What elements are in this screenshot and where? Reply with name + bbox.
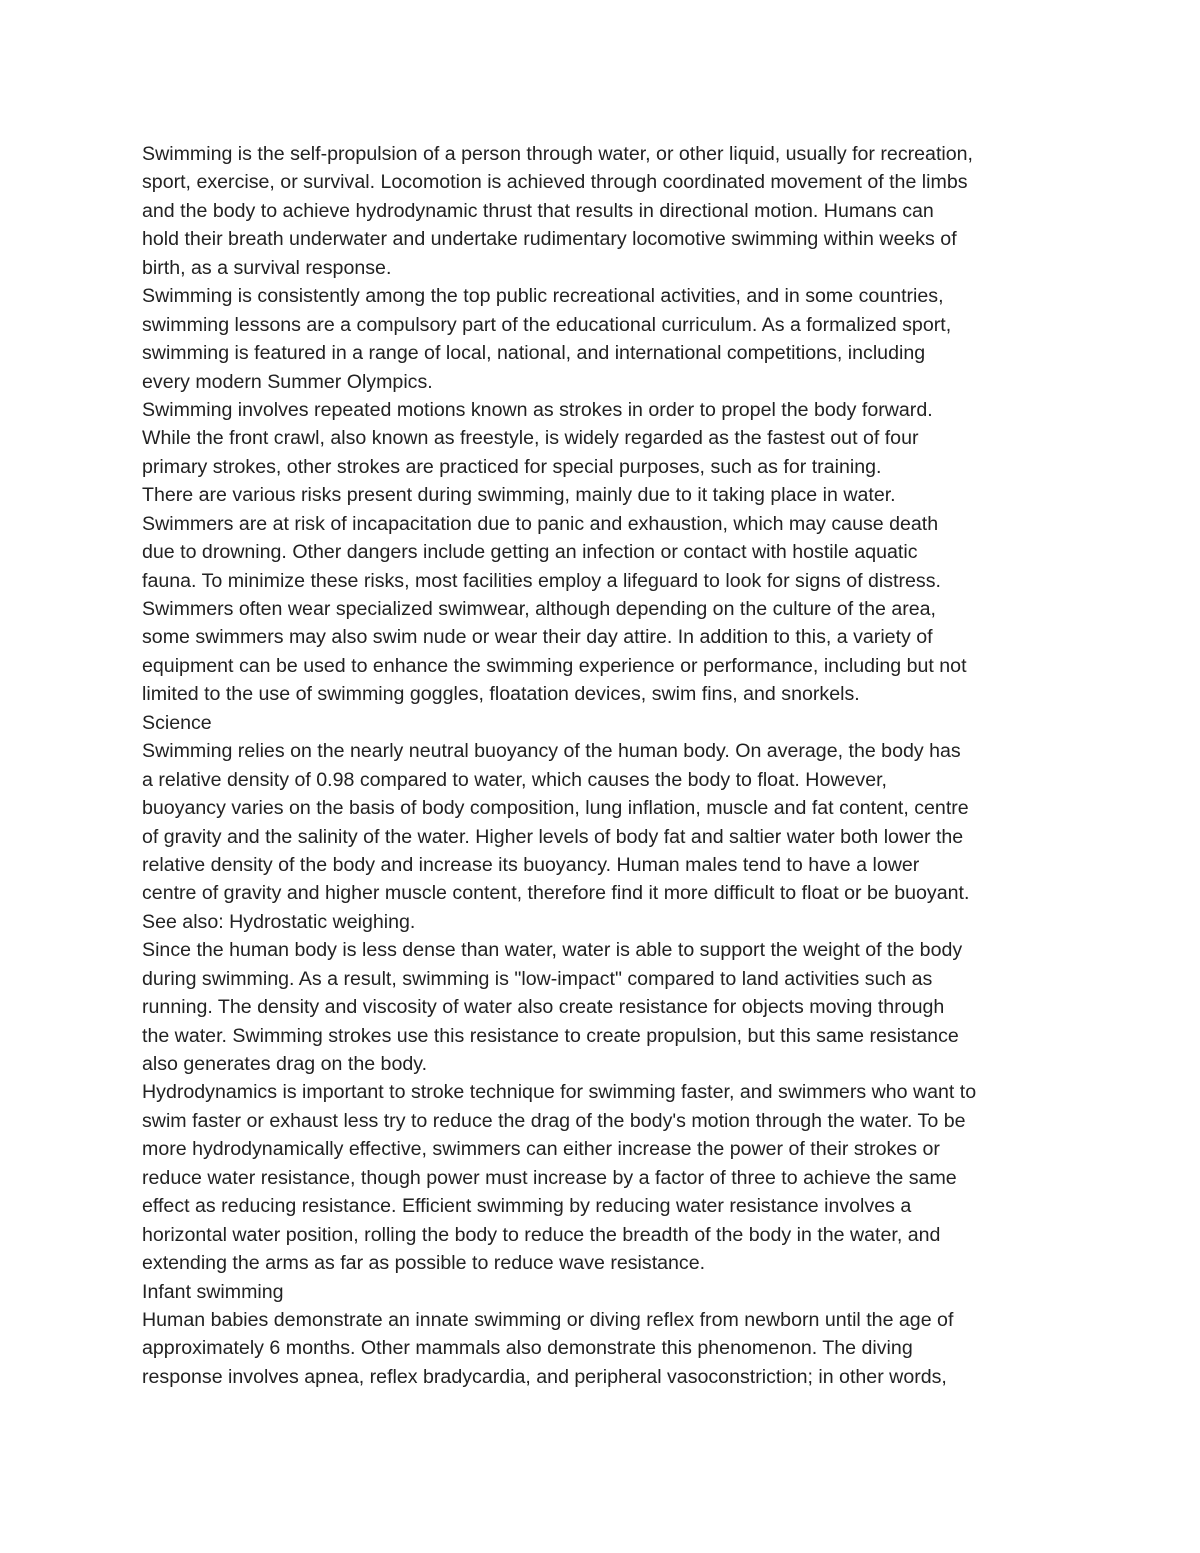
- text-line: sport, exercise, or survival. Locomotion is achieved through coordinated movement of the limbs: [142, 171, 968, 194]
- text-line: equipment can be used to enhance the swimming experience or performance, including but not: [142, 654, 967, 677]
- document-body: [142, 140, 1072, 1391]
- text-line: While the front crawl, also known as freestyle, is widely regarded as the fastest out of four: [142, 427, 919, 450]
- text-line: every modern Summer Olympics.: [142, 370, 433, 393]
- text-line: approximately 6 months. Other mammals also demonstrate this phenomenon. The diving: [142, 1337, 913, 1360]
- text-line: limited to the use of swimming goggles, floatation devices, swim fins, and snorkels.: [142, 683, 860, 706]
- text-line: during swimming. As a result, swimming is "low-impact" compared to land activities such as: [142, 967, 933, 990]
- text-line: There are various risks present during swimming, mainly due to it taking place in water.: [142, 484, 896, 507]
- text-line: the water. Swimming strokes use this resistance to create propulsion, but this same resistance: [142, 1024, 959, 1047]
- text-line: See also: Hydrostatic weighing.: [142, 910, 416, 933]
- text-line: Swimming is the self-propulsion of a person through water, or other liquid, usually for recreation,: [142, 143, 973, 165]
- text-line: centre of gravity and higher muscle content, therefore find it more difficult to float or be buoyant.: [142, 882, 970, 905]
- text-line: also generates drag on the body.: [142, 1053, 428, 1075]
- text-line: some swimmers may also swim nude or wear their day attire. In addition to this, a variety of: [142, 626, 933, 649]
- text-line: Swimming relies on the nearly neutral buoyancy of the human body. On average, the body has: [142, 740, 961, 763]
- text-line: of gravity and the salinity of the water. Higher levels of body fat and saltier water both lower the: [142, 825, 964, 848]
- text-line: swimming is featured in a range of local, national, and international competitions, including: [142, 342, 926, 365]
- text-line: running. The density and viscosity of water also create resistance for objects moving through: [142, 996, 945, 1019]
- section-heading: Science: [142, 711, 212, 734]
- section-heading: Infant swimming: [142, 1280, 284, 1303]
- text-line: swim faster or exhaust less try to reduce the drag of the body's motion through the water. To be: [142, 1109, 966, 1132]
- text-line: reduce water resistance, though power must increase by a factor of three to achieve the same: [142, 1166, 957, 1189]
- text-line: response involves apnea, reflex bradycardia, and peripheral vasoconstriction; in other words,: [142, 1365, 947, 1388]
- text-line: Swimming involves repeated motions known as strokes in order to propel the body forward.: [142, 398, 933, 421]
- text-line: extending the arms as far as possible to reduce wave resistance.: [142, 1252, 706, 1275]
- text-line: Swimmers often wear specialized swimwear, although depending on the culture of the area,: [142, 598, 936, 620]
- text-line: fauna. To minimize these risks, most facilities employ a lifeguard to look for signs of distress.: [142, 569, 941, 592]
- text-line: and the body to achieve hydrodynamic thrust that results in directional motion. Humans can: [142, 199, 934, 222]
- text-line: relative density of the body and increase its buoyancy. Human males tend to have a lower: [142, 853, 920, 876]
- text-line: Swimming is consistently among the top public recreational activities, and in some countries,: [142, 285, 944, 308]
- text-line: Human babies demonstrate an innate swimming or diving reflex from newborn until the age of: [142, 1308, 954, 1331]
- text-line: swimming lessons are a compulsory part of the educational curriculum. As a formalized sport,: [142, 313, 952, 336]
- text-line: more hydrodynamically effective, swimmers can either increase the power of their strokes or: [142, 1138, 940, 1161]
- text-line: Swimmers are at risk of incapacitation due to panic and exhaustion, which may cause death: [142, 512, 939, 535]
- text-line: due to drowning. Other dangers include getting an infection or contact with hostile aquatic: [142, 541, 918, 564]
- text-line: hold their breath underwater and undertake rudimentary locomotive swimming within weeks of: [142, 228, 957, 251]
- text-line: buoyancy varies on the basis of body composition, lung inflation, muscle and fat content, centre: [142, 797, 969, 820]
- text-line: Hydrodynamics is important to stroke technique for swimming faster, and swimmers who want to: [142, 1081, 977, 1104]
- text-line: Since the human body is less dense than water, water is able to support the weight of the body: [142, 939, 963, 962]
- text-line: effect as reducing resistance. Efficient swimming by reducing water resistance involves a: [142, 1195, 912, 1218]
- text-line: primary strokes, other strokes are practiced for special purposes, such as for training.: [142, 455, 882, 478]
- text-line: horizontal water position, rolling the body to reduce the breadth of the body in the water, and: [142, 1223, 941, 1246]
- text-line: a relative density of 0.98 compared to water, which causes the body to float. However,: [142, 768, 887, 791]
- text-line: birth, as a survival response.: [142, 256, 392, 279]
